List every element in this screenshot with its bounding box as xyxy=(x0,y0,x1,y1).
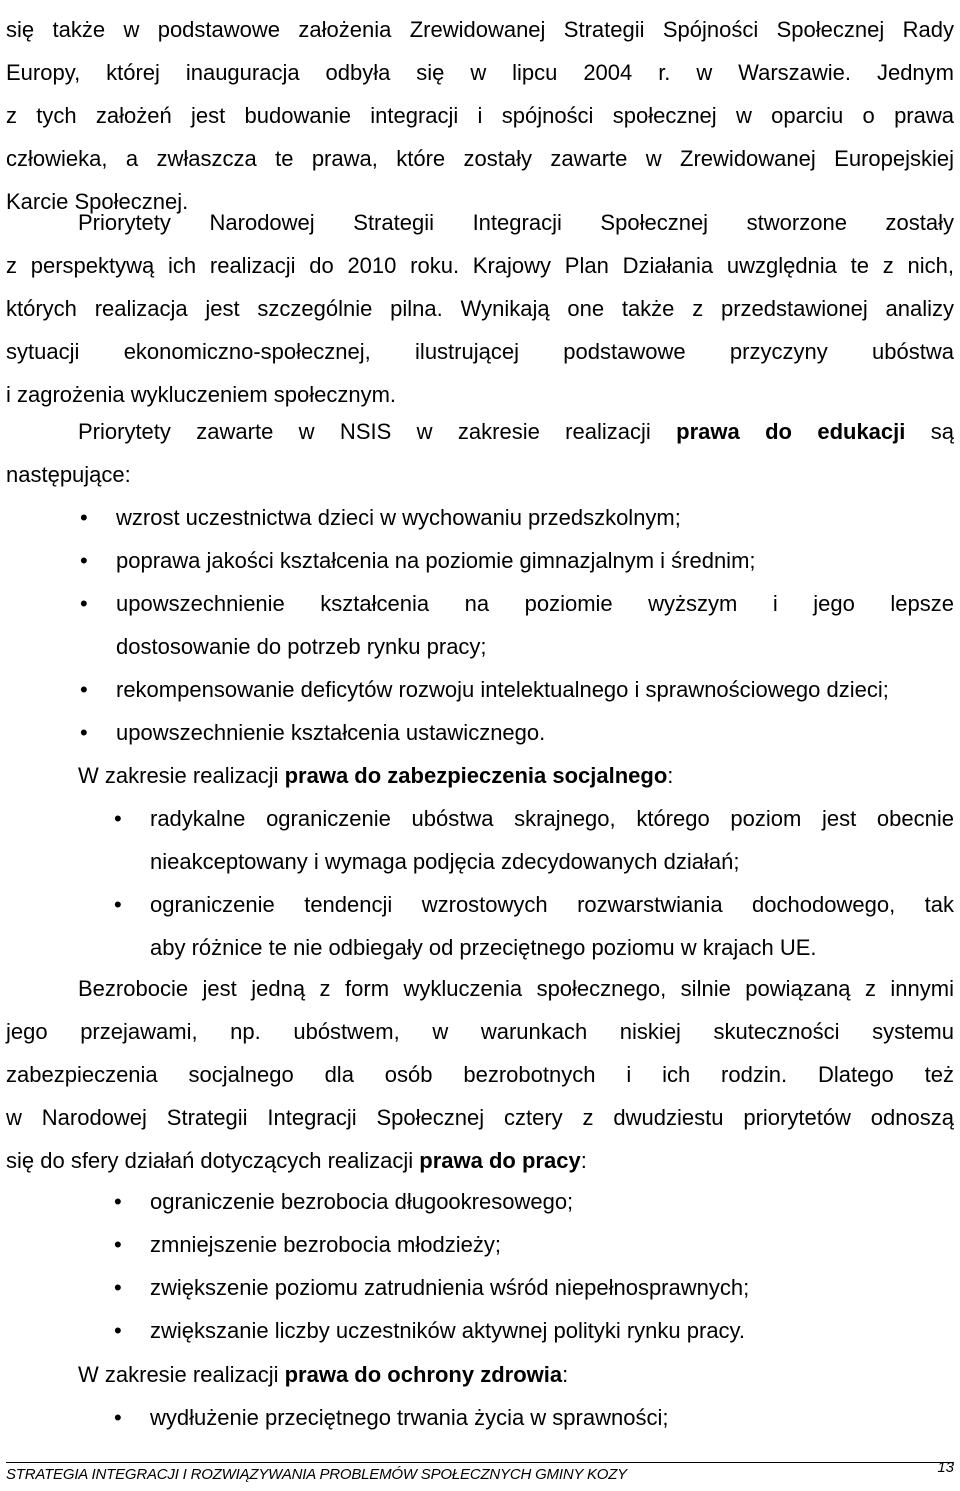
text-line: Bezrobocie jest jedną z form wykluczenia społecznego, silnie powiązaną z innymi xyxy=(78,976,954,1001)
text-line: w Narodowej Strategii Integracji Społecznej cztery z dwudziestu priorytetów odnoszą xyxy=(6,1105,954,1130)
list-item xyxy=(6,1396,954,1439)
bold-phrase: prawa do ochrony zdrowia xyxy=(284,1362,563,1387)
page-footer xyxy=(6,1459,954,1485)
health-list xyxy=(6,1396,954,1439)
list-item-continuation xyxy=(6,926,954,969)
bullet-icon: • xyxy=(114,1405,122,1430)
education-list xyxy=(6,496,954,754)
list-item-text: rekompensowanie deficytów rozwoju intelektualnego i sprawnościowego dzieci; xyxy=(116,677,889,702)
bullet-icon: • xyxy=(114,892,122,917)
list-item xyxy=(6,1266,954,1309)
list-item-text: wzrost uczestnictwa dzieci w wychowaniu przedszkolnym; xyxy=(116,505,681,530)
bullet-icon: • xyxy=(114,806,122,831)
text-line: i zagrożenia wykluczeniem społecznym. xyxy=(6,382,397,407)
list-item xyxy=(6,1180,954,1223)
text-span: : xyxy=(580,1148,587,1173)
paragraph-2 xyxy=(6,201,954,416)
list-item-text: ograniczenie tendencji wzrostowych rozwarstwiania dochodowego, tak xyxy=(150,892,954,917)
text-span: są xyxy=(905,419,954,444)
bullet-icon: • xyxy=(80,505,88,530)
text-line: Priorytety Narodowej Strategii Integracji Społecznej stworzone zostały xyxy=(78,210,954,235)
footer-title: STRATEGIA INTEGRACJI I ROZWIĄZYWANIA PROBLEMÓW SPOŁECZNYCH GMINY KOZY xyxy=(6,1466,627,1483)
bold-phrase: prawa do zabezpieczenia socjalnego xyxy=(284,763,668,788)
list-item-text: ograniczenie bezrobocia długookresowego; xyxy=(150,1189,574,1214)
list-item-text: zwiększanie liczby uczestników aktywnej polityki rynku pracy. xyxy=(150,1318,746,1343)
text-line: następujące: xyxy=(6,462,131,487)
bullet-icon: • xyxy=(114,1189,122,1214)
text-span: się do sfery działań dotyczących realizacji xyxy=(6,1148,420,1173)
text-span: : xyxy=(562,1362,569,1387)
text-line: się także w podstawowe założenia Zrewidowanej Strategii Spójności Społecznej Rady xyxy=(6,17,954,42)
text-span: W zakresie realizacji xyxy=(78,1362,285,1387)
list-item-text: upowszechnienie kształcenia ustawicznego. xyxy=(116,720,546,745)
text-line: zabezpieczenia socjalnego dla osób bezrobotnych i ich rodzin. Dlatego też xyxy=(6,1062,954,1087)
paragraph-5 xyxy=(6,967,954,1182)
list-item-text: dostosowanie do potrzeb rynku pracy; xyxy=(116,634,487,659)
text-line: z perspektywą ich realizacji do 2010 roku. Krajowy Plan Działania uwzględnia te z nich, xyxy=(6,253,954,278)
list-item xyxy=(6,1309,954,1352)
text-line: człowieka, a zwłaszcza te prawa, które zostały zawarte w Zrewidowanej Europejskiej xyxy=(6,146,954,171)
text-line xyxy=(78,754,954,797)
list-item xyxy=(6,797,954,840)
bullet-icon: • xyxy=(80,677,88,702)
list-item-continuation xyxy=(6,840,954,883)
paragraph-1 xyxy=(6,8,954,223)
work-list xyxy=(6,1180,954,1352)
social-list xyxy=(6,797,954,969)
bullet-icon: • xyxy=(80,720,88,745)
list-item xyxy=(6,883,954,926)
list-item xyxy=(6,668,954,711)
bullet-icon: • xyxy=(114,1232,122,1257)
bullet-icon: • xyxy=(114,1275,122,1300)
bullet-icon: • xyxy=(114,1318,122,1343)
list-item-text: zmniejszenie bezrobocia młodzieży; xyxy=(150,1232,501,1257)
list-item xyxy=(6,496,954,539)
list-item-continuation xyxy=(6,625,954,668)
list-item xyxy=(6,711,954,754)
text-line xyxy=(6,1139,954,1182)
text-span: Priorytety zawarte w NSIS w zakresie realizacji xyxy=(78,419,677,444)
page-number: 13 xyxy=(937,1459,954,1476)
list-item-text: nieakceptowany i wymaga podjęcia zdecydowanych działań; xyxy=(150,849,740,874)
list-item-text: upowszechnienie kształcenia na poziomie wyższym i jego lepsze xyxy=(116,591,954,616)
text-line: z tych założeń jest budowanie integracji i spójności społecznej w oparciu o prawa xyxy=(6,103,954,128)
text-span: : xyxy=(667,763,674,788)
bullet-icon: • xyxy=(80,548,88,573)
list-item-text: zwiększenie poziomu zatrudnienia wśród niepełnosprawnych; xyxy=(150,1275,750,1300)
text-line: których realizacja jest szczególnie pilna. Wynikają one także z przedstawionej analizy xyxy=(6,296,954,321)
text-span: W zakresie realizacji xyxy=(78,763,285,788)
text-line: Karcie Społecznej. xyxy=(6,189,189,214)
list-item-text: wydłużenie przeciętnego trwania życia w sprawności; xyxy=(150,1405,669,1430)
text-line: Europy, której inauguracja odbyła się w lipcu 2004 r. w Warszawie. Jednym xyxy=(6,60,954,85)
bullet-icon: • xyxy=(80,591,88,616)
list-item-text: poprawa jakości kształcenia na poziomie gimnazjalnym i średnim; xyxy=(116,548,756,573)
text-line xyxy=(78,1353,954,1396)
text-line: sytuacji ekonomiczno-społecznej, ilustrującej podstawowe przyczyny ubóstwa xyxy=(6,339,954,364)
bold-phrase: prawa do pracy xyxy=(419,1148,581,1173)
text-line xyxy=(6,410,954,453)
list-item xyxy=(6,582,954,625)
list-item-text: aby różnice te nie odbiegały od przeciętnego poziomu w krajach UE. xyxy=(150,935,817,960)
bold-phrase: prawa do edukacji xyxy=(676,419,906,444)
paragraph-4 xyxy=(78,754,954,797)
paragraph-3 xyxy=(6,410,954,496)
paragraph-6 xyxy=(78,1353,954,1396)
list-item xyxy=(6,539,954,582)
text-line: jego przejawami, np. ubóstwem, w warunkach niskiej skuteczności systemu xyxy=(6,1019,954,1044)
list-item xyxy=(6,1223,954,1266)
list-item-text: radykalne ograniczenie ubóstwa skrajnego, którego poziom jest obecnie xyxy=(150,806,954,831)
